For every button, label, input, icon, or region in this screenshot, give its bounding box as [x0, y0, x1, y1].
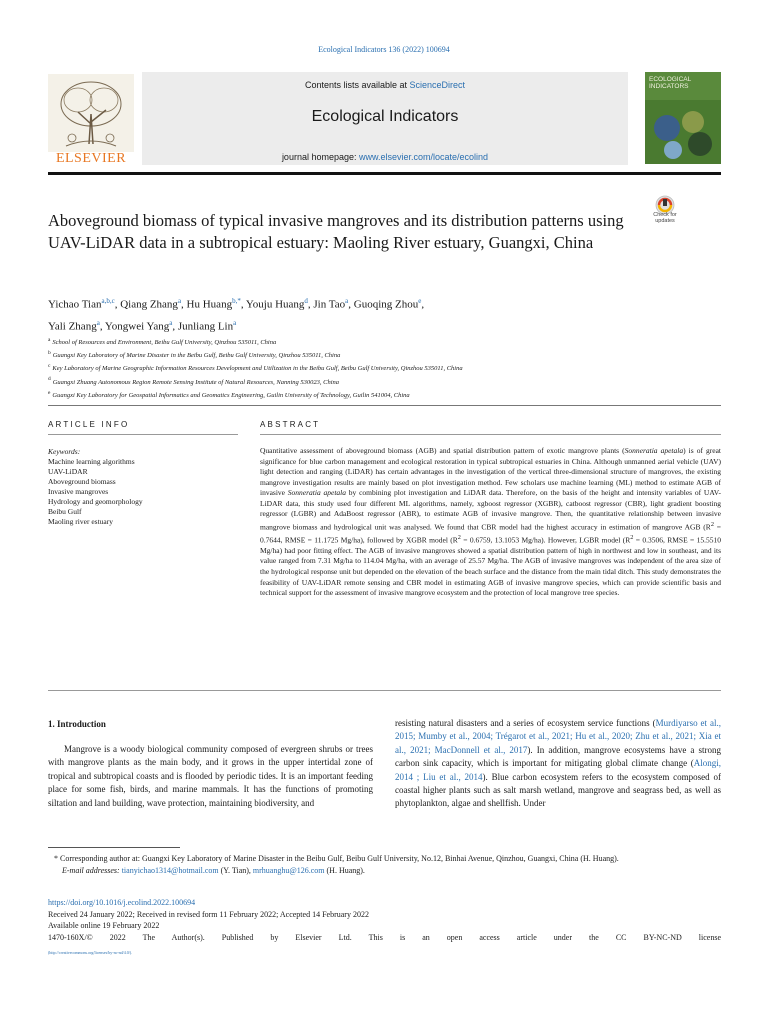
author-name[interactable]: Yali Zhang — [48, 320, 97, 333]
section-rule — [48, 405, 721, 406]
abstract-species-name: Sonneratia apetala — [287, 488, 347, 498]
affiliation-list — [48, 335, 721, 401]
keyword-item: Invasive mangroves — [48, 487, 109, 496]
author-separator: , — [99, 320, 105, 333]
header-rule — [48, 172, 721, 175]
publication-info — [48, 897, 721, 943]
contents-prefix: Contents lists available at — [304, 80, 410, 90]
author-affiliation-marker[interactable]: a,b,c — [101, 297, 115, 305]
journal-homepage-link[interactable]: www.elsevier.com/locate/ecolind — [359, 152, 489, 162]
author-separator: , — [114, 298, 121, 311]
abstract-end-rule — [48, 690, 721, 691]
email-owner: (H. Huang). — [324, 866, 365, 875]
article-info-rule — [48, 434, 238, 435]
abstract-heading: ABSTRACT — [260, 420, 321, 429]
cover-artwork-icon — [645, 100, 721, 164]
affiliation-item — [48, 361, 721, 374]
keyword-item: Beibu Gulf — [48, 507, 82, 516]
affiliation-item — [48, 335, 721, 348]
author-name[interactable]: Junliang Lin — [177, 320, 234, 333]
sciencedirect-link[interactable]: ScienceDirect — [409, 80, 466, 90]
keyword-item: Hydrology and geomorphology — [48, 497, 143, 506]
contents-line — [142, 80, 628, 90]
elsevier-wordmark: ELSEVIER — [55, 151, 127, 166]
citation-link[interactable]: Murdiyarso et al., 2015; Mumby et al., 2004; Trégarot et al., 2021; Hu et al., 2020; Zhu et al., 2021; Xia et al., 2021; MacDonnell et al., 2017 — [395, 718, 721, 755]
keyword-item: Aboveground biomass — [48, 477, 116, 486]
affiliation-key: c — [48, 363, 51, 370]
homepage-prefix: journal homepage: — [281, 152, 359, 162]
author-name[interactable]: Youju Huang — [245, 298, 305, 311]
email-link-tian[interactable]: tianyichao1314@hotmail.com — [121, 866, 219, 875]
footnotes — [48, 853, 721, 877]
author-affiliation-marker[interactable]: a — [345, 297, 349, 305]
author-separator: , — [172, 320, 178, 333]
author-separator: , — [240, 298, 246, 311]
cover-title: ECOLOGICAL INDICATORS — [649, 76, 692, 90]
introduction-paragraph: Mangrove is a woody biological community composed of evergreen shrubs or trees with mangrove plants as the main body, and it grows in the upper intertidal zone of tropical and subtropical coasts and is flooded by periodic tides. It is an important feeding place for some fish, birds, and marine mammals. It has the functions of promoting siltation and land building, wave protection, maintaining biodiversity, and — [48, 744, 373, 808]
journal-cover-thumbnail[interactable] — [645, 72, 721, 164]
email-owner: (Y. Tian), — [218, 866, 253, 875]
author-separator: , — [181, 298, 187, 311]
author-name[interactable]: Qiang Zhang — [120, 298, 178, 311]
email-line — [48, 865, 721, 877]
introduction-right-column — [395, 717, 721, 811]
license-statement: 1470-160X/© 2022 The Author(s). Published by Elsevier Ltd. This is an open access article under the CC BY-NC-ND license — [48, 932, 721, 942]
affiliation-item — [48, 388, 721, 401]
superscript: 2 — [710, 520, 714, 528]
introduction-segment: resisting natural disasters and a series of ecosystem service functions ( — [395, 718, 656, 728]
introduction-heading: 1. Introduction — [48, 719, 106, 729]
affiliation-text: Guangxi Zhuang Autonomous Region Remote Sensing Institute of Natural Resources, Nanning 530023, China — [52, 378, 340, 386]
keyword-item: Maoling river estuary — [48, 517, 113, 526]
author-name[interactable]: Hu Huang — [186, 298, 233, 311]
abstract-species-name: Sonneratia apetala — [624, 446, 684, 455]
paper-title: Aboveground biomass of typical invasive mangroves and its distribution patterns using UAV-LiDAR data in a subtropical estuary: Maoling River estuary, Guangxi, China — [48, 211, 624, 252]
author-affiliation-marker[interactable]: d — [304, 297, 308, 305]
affiliation-text: Key Laboratory of Marine Geographic Information Resources Development and Utilization in the Beibu Gulf, Beibu Gulf University, Qinzhou 535011, China — [52, 365, 463, 373]
email-label: E-mail addresses: — [62, 866, 122, 875]
affiliation-key: e — [48, 389, 51, 396]
author-separator: , — [421, 298, 425, 311]
affiliation-item — [48, 374, 721, 387]
affiliation-text: Guangxi Key Laboratory for Geospatial Informatics and Geomatics Engineering, Guilin University of Technology, Guilin 541004, China — [52, 391, 410, 399]
author-name[interactable]: Yichao Tian — [48, 298, 102, 311]
corresponding-author-note: * Corresponding author at: Guangxi Key Laboratory of Marine Disaster in the Beibu Gulf, Beibu Gulf University, No.12, Binhai Avenue, Qinzhou, Guangxi, China (H. Huang). — [54, 854, 619, 863]
author-affiliation-marker[interactable]: a — [96, 318, 100, 327]
author-separator: , — [348, 298, 354, 311]
abstract-segment: by combining plot investigation and LiDAR data. Therefore, on the basis of the height and intensity variables of UAV-LiDAR data, this study used four different ML algorithms, namely, xgboost regressor (XGBR), catboost regressor (CBR), light gradient boosting regressor (LGBR) and AdaBoost regressor (ABR), to estimate AGB of invasive mangrove. Then, the quantitative relationship between invasive mangrove biomass and hydrological unit was analysed. We found that CBR model had the highest accuracy in estimation of mangrove AGB (R — [260, 488, 721, 532]
author-name[interactable]: Yongwei Yang — [104, 320, 170, 333]
author-affiliation-marker[interactable]: e — [418, 297, 422, 305]
author-affiliation-marker[interactable]: a — [233, 318, 237, 327]
keywords-block — [48, 447, 238, 527]
abstract-segment: Quantitative assessment of aboveground biomass (AGB) and spatial distribution pattern of exotic mangrove plants ( — [260, 446, 625, 455]
superscript: 2 — [630, 533, 634, 541]
affiliation-text: School of Resources and Environment, Beibu Gulf University, Qinzhou 535011, China — [52, 339, 277, 347]
abstract-segment: = 0.3506, RMSE = 15.5510 Mg/ha) had poor fitting effect. The AGB of invasive mangroves showed a spatial distribution pattern of high in northwest and low in southeast, and its value ranged from 7.31 Mg/ha to 114.04 Mg/ha, with an average of 25.57 Mg/ha. The AGB of invasive mangroves was independent of the area size of the hydrological response unit but depended on the elevation of the beach surface and the distance from the main tidal ditch. This study demonstrates the feasibility of UAV-LiDAR remote sensing and CBR model in estimating AGB of invasive mangrove species, which can provide scientific basis and technical support for the assessment of invasive mangrove ecosystem and the protection of local mangrove tree species. — [260, 535, 722, 598]
license-link[interactable]: (http://creativecommons.org/licenses/by-nc-nd/4.0/). — [48, 950, 133, 955]
introduction-left-column — [48, 743, 373, 810]
author-name[interactable]: Guoqing Zhou — [353, 298, 419, 311]
available-online: Available online 19 February 2022 — [48, 921, 160, 930]
author-affiliation-marker[interactable]: b,* — [232, 297, 241, 305]
journal-homepage — [142, 152, 628, 162]
keywords-label: Keywords: — [48, 447, 81, 456]
abstract-rule — [260, 434, 721, 435]
affiliation-key: d — [48, 376, 51, 383]
abstract-segment: = 0.6759, 13.1053 Mg/ha). However, LGBR model (R — [460, 535, 631, 545]
author-name[interactable]: Jin Tao — [313, 298, 346, 311]
abstract-segment: = 0.7644, RMSE = 11.1725 Mg/ha), followed by XGBR model (R — [260, 522, 721, 545]
email-link-huang[interactable]: mrhuanghu@126.com — [252, 866, 325, 875]
received-dates: Received 24 January 2022; Received in revised form 11 February 2022; Accepted 14 February 2022 — [48, 909, 369, 919]
citation-link[interactable]: Alongi, 2014 ; Liu et al., 2014 — [395, 758, 721, 782]
affiliation-text: Guangxi Key Laboratory of Marine Disaster in the Beibu Gulf, Beibu Gulf University, Qinzhou 535011, China — [52, 352, 341, 360]
author-separator: , — [307, 298, 314, 311]
footnote-rule — [48, 847, 180, 848]
affiliation-key: a — [48, 337, 51, 343]
keyword-list — [48, 457, 238, 527]
doi-link[interactable]: https://doi.org/10.1016/j.ecolind.2022.100694 — [48, 898, 196, 907]
abstract-segment: ) is of great significance for blue carbon management and ecological restoration in typical subtropical estuaries in China. Although unmanned aerial vehicle (UAV) light detection and ranging (LiDAR) has certain advantages in the investigation of the vertical three-dimensional structure of mangroves, the existing mangrove investigation results are mainly based on plot investigation method. Few scholars use machine learning (ML) method to estimate AGB of invasive — [260, 446, 721, 498]
author-affiliation-marker[interactable]: a — [177, 297, 182, 305]
journal-title: Ecological Indicators — [311, 108, 459, 125]
keyword-item: UAV-LiDAR — [48, 467, 88, 476]
introduction-segment: ). In addition, mangrove ecosystems have a strong carbon sink capacity, which is important for mitigating global climate change ( — [395, 744, 721, 769]
abstract-text — [260, 446, 721, 599]
article-info-heading: ARTICLE INFO — [48, 420, 130, 429]
affiliation-key: b — [48, 350, 51, 357]
author-list — [48, 292, 708, 335]
check-for-updates-label: Check for updates — [653, 212, 677, 224]
superscript: 2 — [457, 533, 461, 541]
author-affiliation-marker[interactable]: a — [169, 318, 173, 327]
affiliation-item — [48, 348, 721, 361]
journal-reference-link[interactable]: Ecological Indicators 136 (2022) 100694 — [318, 45, 450, 54]
introduction-segment: ). Blue carbon ecosystem refers to the ecosystem composed of coastal higher plants such as salt marsh wetland, mangrove and seagrass bed, as well as phytoplankton, algae and shellfish. Under — [395, 771, 721, 809]
keyword-item: Machine learning algorithms — [48, 457, 135, 466]
